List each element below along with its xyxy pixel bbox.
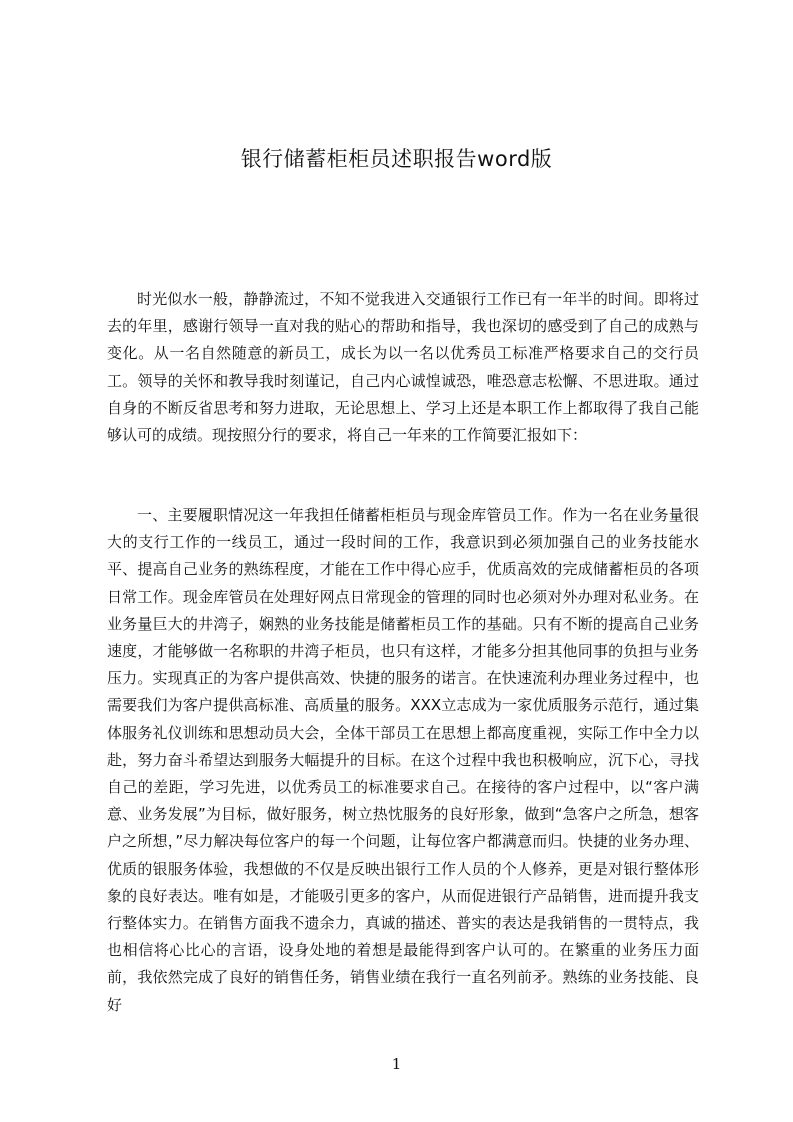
paragraph-introduction: 时光似水一般，静静流过，不知不觉我进入交通银行工作已有一年半的时间。即将过去的年里，感谢行领导一直对我的贴心的帮助和指导，我也深切的感受到了自己的成熟与变化。从一名自然随意的新员工，成长为以一名以优秀员工标准严格要求自己的交行员工。领导的关怀和教导我时刻谨记，自己内心诚惶诚恐，唯恐意志松懈、不思进取。通过自身的不断反省思考和努力进取，无论思想上、学习上还是本职工作上都取得了我自己能够认可的成绩。现按照分行的要求，将自己一年来的工作简要汇报如下： (107, 290, 699, 445)
document-title: 银行储蓄柜柜员述职报告word版 (240, 147, 553, 171)
paragraph-main-duties: 一、主要履职情况这一年我担任储蓄柜柜员与现金库管员工作。作为一名在业务量很大的支行工作的一线员工，通过一段时间的工作，我意识到必须加强自己的业务技能水平、提高自己业务的熟练程度，才能在工作中得心应手，优质高效的完成储蓄柜员的各项日常工作。现金库管员在处理好网点日常现金的管理的同时也必须对外办理对私业务。在业务量巨大的井湾子，娴熟的业务技能是储蓄柜员工作的基础。只有不断的提高自己业务速度，才能够做一名称职的井湾子柜员，也只有这样，才能多分担其他同事的负担与业务压力。实现真正的为客户提供高效、快捷的服务的诺言。在快速流利办理业务过程中，也需要我们为客户提供高标准、高质量的服务。XXX立志成为一家优质服务示范行，通过集体服务礼仪训练和思想动员大会，全体干部员工在思想上都高度重视，实际工作中全力以赴，努力奋斗希望达到服务大幅提升的目标。在这个过程中我也积极响应，沉下心，寻找自己的差距，学习先进，以优秀员工的标准要求自己。在接待的客户过程中，以“客户满意、业务发展”为目标，做好服务，树立热忱服务的良好形象，做到“急客户之所急，想客户之所想，”尽力解决每位客户的每一个问题，让每位客户都满意而归。快捷的业务办理、优质的银服务体验，我想做的不仅是反映出银行工作人员的个人修养，更是对银行整体形象的良好表达。唯有如是，才能吸引更多的客户，从而促进银行产品销售，进而提升我支行整体实力。在销售方面我不遗余力，真诚的描述、普实的表达是我销售的一贯特点，我也相信将心比心的言语，设身处地的着想是最能得到客户认可的。在繁重的业务压力面前，我依然完成了良好的销售任务，销售业绩在我行一直名列前矛。熟练的业务技能、良好 (107, 506, 699, 1014)
page-number: 1 (391, 1055, 402, 1073)
